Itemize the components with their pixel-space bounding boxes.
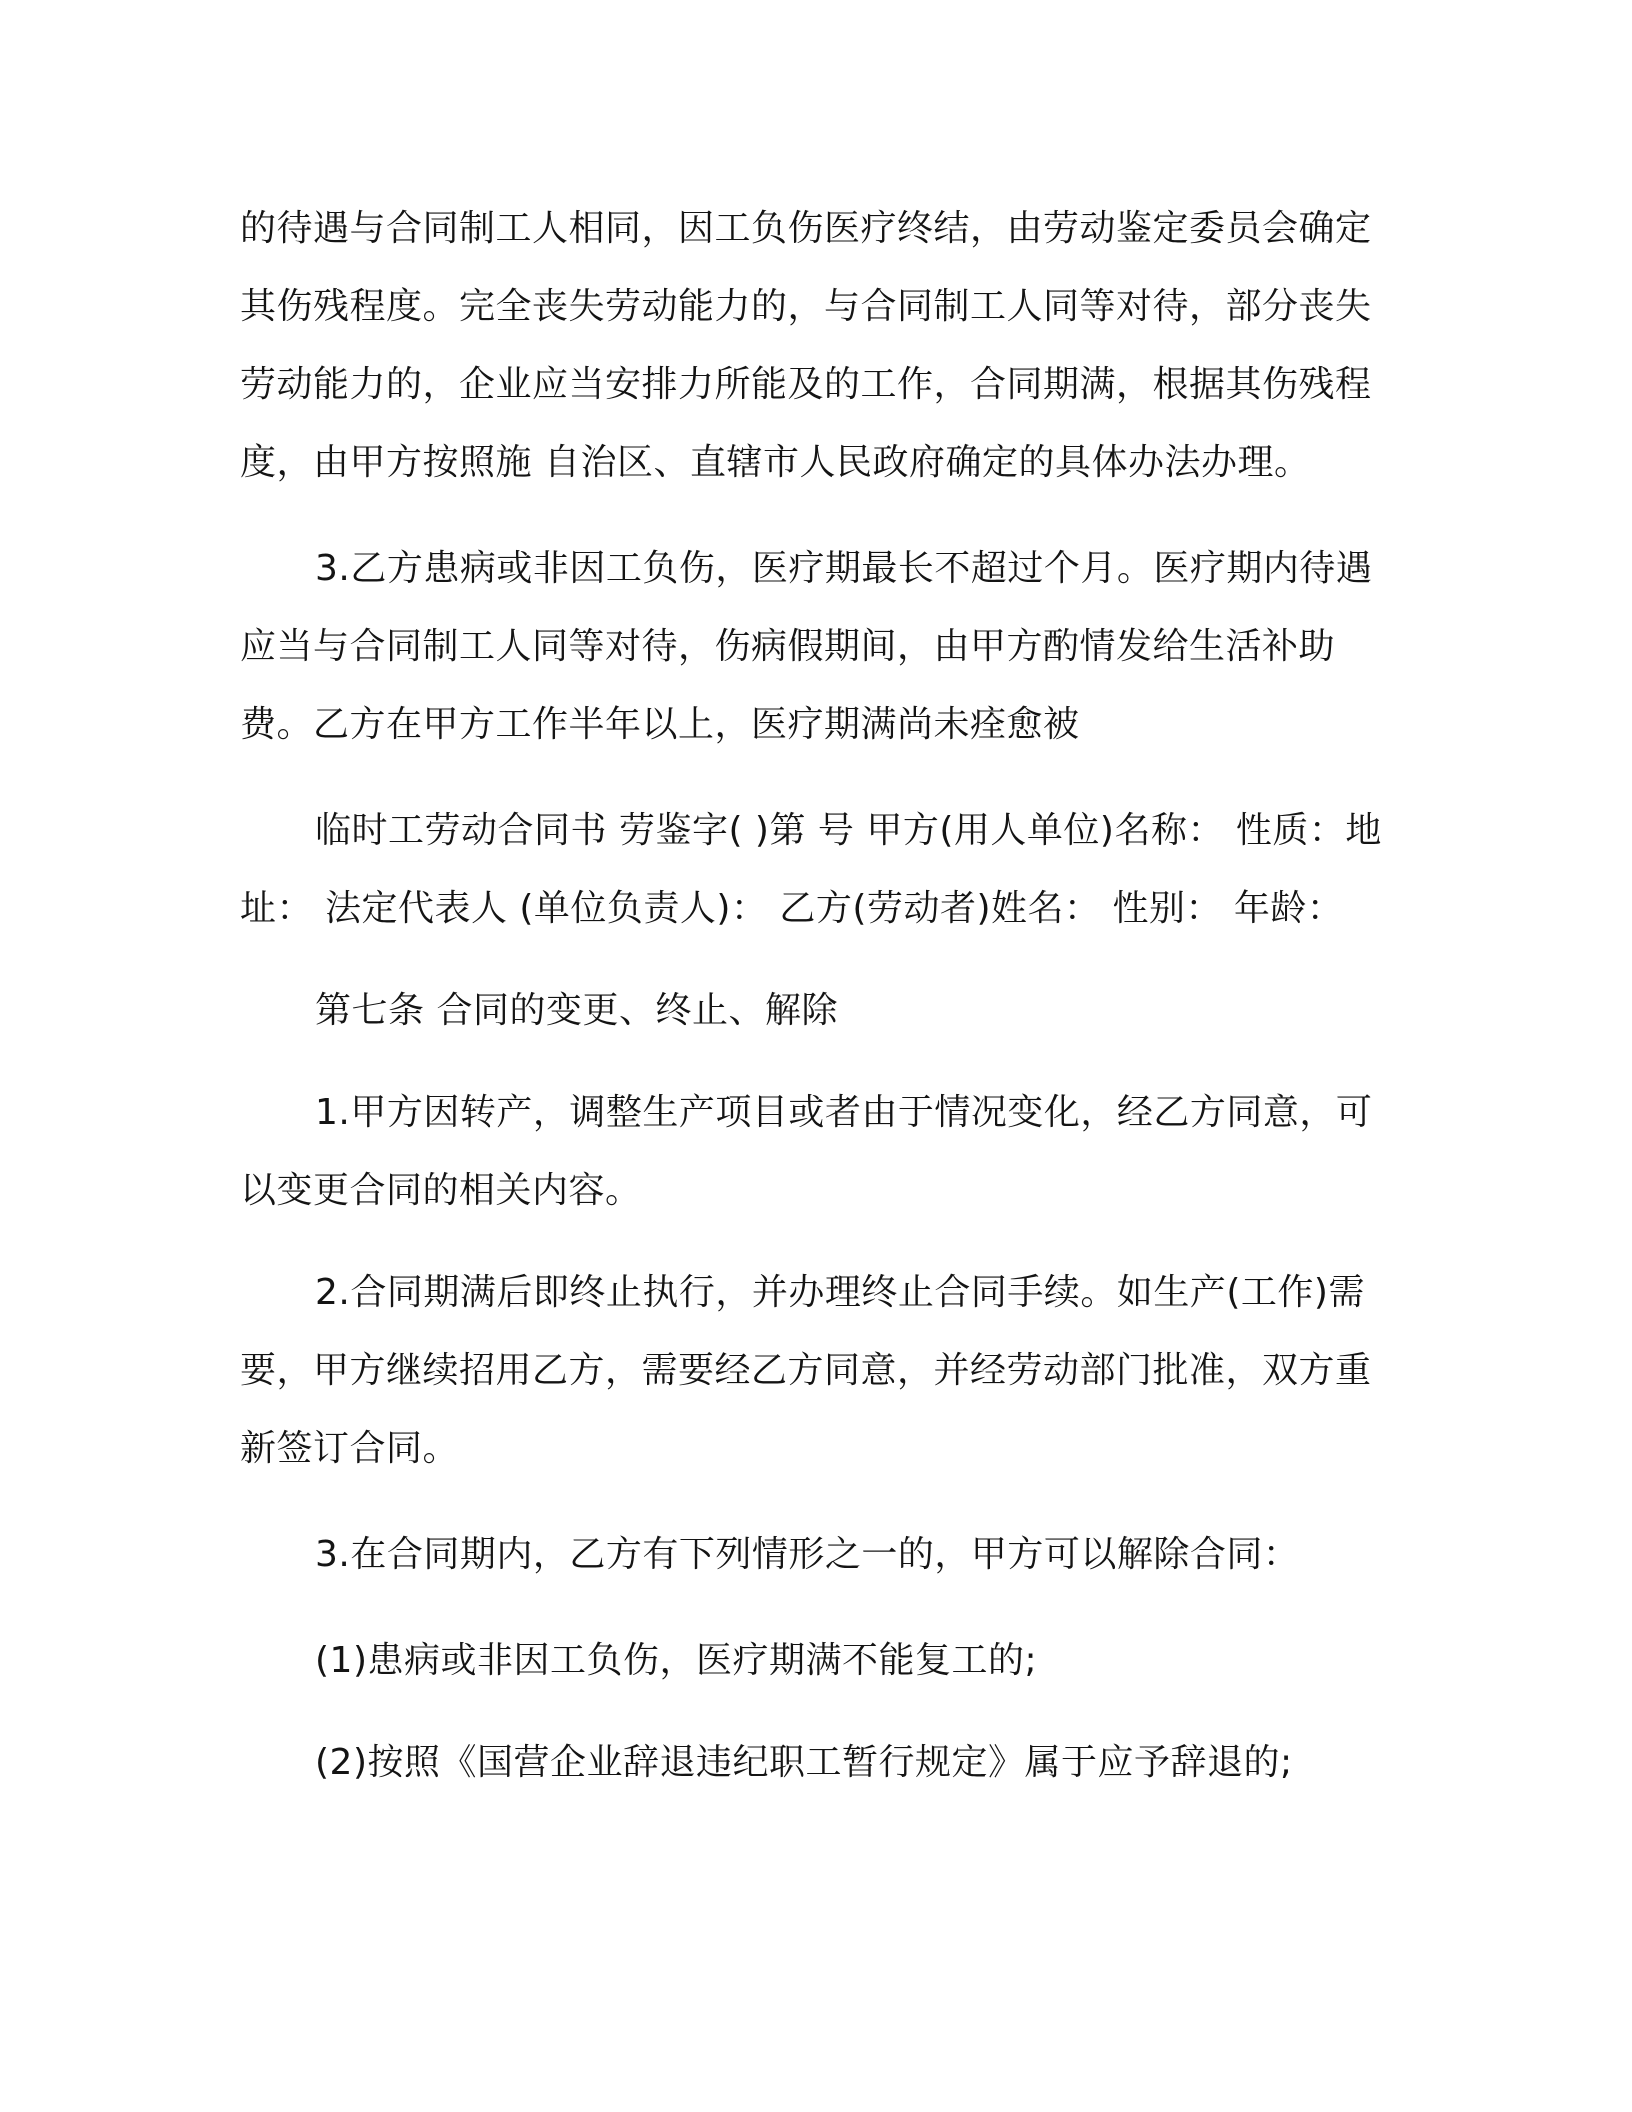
list-item-condition-1: (1)患病或非因工负伤，医疗期满不能复工的; [315,1640,1038,1681]
paragraph-injury-treatment: 的待遇与合同制工人相同，因工负伤医疗终结，由劳动鉴定委员会确定其伤残程度。完全丧失劳动能力的，与合同制工人同等对待，部分丧失劳动能力的，企业应当安排力所能及的工作，合同期满，根据其伤残程度，由甲方按照施 自治区、直辖市人民政府确定的具体办法办理。 [240,208,1372,483]
list-item-condition-2: (2)按照《国营企业辞退违纪职工暂行规定》属于应予辞退的; [315,1742,1293,1783]
paragraph-contract-dissolution: 3.在合同期内，乙方有下列情形之一的，甲方可以解除合同： [315,1534,1300,1575]
paragraph-contract-change: 1.甲方因转产，调整生产项目或者由于情况变化，经乙方同意，可以变更合同的相关内容。 [240,1092,1373,1211]
document-body [240,190,1390,1802]
section-heading-article-7: 第七条 合同的变更、终止、解除 [315,990,838,1031]
paragraph-contract-header: 临时工劳动合同书 劳鉴字( )第 号 甲方(用人单位)名称： 性质：地址： 法定代表人 (单位负责人)： 乙方(劳动者)姓名： 性别： 年龄： [240,810,1382,929]
paragraph-illness-medical-period: 3.乙方患病或非因工负伤，医疗期最长不超过个月。医疗期内待遇应当与合同制工人同等对待，伤病假期间，由甲方酌情发给生活补助费。乙方在甲方工作半年以上，医疗期满尚未痊愈被 [240,548,1373,745]
paragraph-contract-termination: 2.合同期满后即终止执行，并办理终止合同手续。如生产(工作)需要，甲方继续招用乙方，需要经乙方同意，并经劳动部门批准，双方重新签订合同。 [240,1272,1372,1469]
